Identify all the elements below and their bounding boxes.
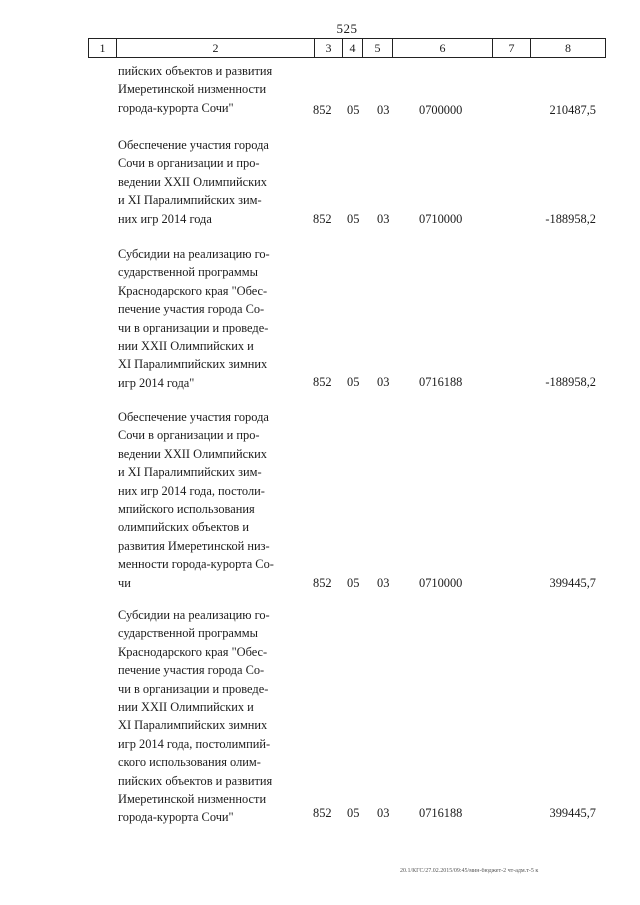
col8-value: -188958,2: [545, 212, 596, 226]
col4-value: 05: [347, 806, 360, 820]
desc-line: пийских объектов и развития: [118, 773, 273, 788]
col4-value: 05: [347, 212, 360, 226]
desc-line: Краснодарского края "Обес-: [118, 644, 268, 659]
desc-line: и XI Паралимпийских зим-: [118, 465, 262, 480]
header-col-8: 8: [565, 41, 571, 55]
desc-line: ведении XXII Олимпийских: [118, 174, 267, 189]
col4-value: 05: [347, 103, 360, 117]
row-description: [118, 408, 306, 592]
col5-value: 03: [377, 103, 390, 117]
col3-value: 852: [313, 576, 332, 590]
desc-line: Субсидии на реализацию го-: [118, 247, 270, 261]
desc-line: чи: [118, 575, 131, 590]
col5-value: 03: [377, 806, 390, 820]
header-col-5: 5: [363, 39, 393, 57]
row-description: [118, 606, 306, 827]
header-col-2: 2: [117, 39, 315, 57]
col4-value: 05: [347, 576, 360, 590]
col6-value: 0710000: [419, 212, 463, 226]
col4-value: 05: [347, 375, 360, 389]
desc-line: игр 2014 года": [118, 375, 195, 390]
col8-value: 210487,5: [549, 103, 596, 117]
header-col-7: 7: [493, 39, 531, 57]
header-col-3: 3: [315, 39, 343, 57]
desc-line: Обеспечение участия города: [118, 138, 269, 152]
desc-line: XI Паралимпийских зимних: [118, 718, 268, 733]
row-description: [118, 136, 306, 228]
desc-line: Обеспечение участия города: [118, 410, 269, 424]
col3-value: 852: [313, 212, 332, 226]
table-header: [88, 38, 606, 58]
col6-value: 0710000: [419, 576, 463, 590]
col6-value: 0716188: [419, 375, 463, 389]
col6-value: 0716188: [419, 806, 463, 820]
desc-line: менности города-курорта Со-: [118, 557, 274, 572]
desc-line: Сочи в организации и про-: [118, 428, 260, 443]
header-col-1: 1: [89, 39, 117, 57]
desc-line: игр 2014 года, постолимпий-: [118, 736, 271, 751]
desc-line: чи в организации и проведе-: [118, 320, 269, 335]
row-description: [118, 62, 306, 117]
desc-line: Сочи в организации и про-: [118, 156, 260, 171]
header-col-4: 4: [343, 39, 363, 57]
desc-line: и XI Паралимпийских зим-: [118, 193, 262, 208]
desc-line: Имеретинской низменности: [118, 82, 267, 97]
desc-line: чи в организации и проведе-: [118, 681, 269, 696]
col6-value: 0700000: [419, 103, 463, 117]
desc-line: развития Имеретинской низ-: [118, 538, 270, 553]
desc-line: мпийского использования: [118, 502, 255, 517]
col8-value: 399445,7: [549, 576, 596, 590]
col3-value: 852: [313, 806, 332, 820]
col5-value: 03: [377, 212, 390, 226]
col5-value: 03: [377, 576, 390, 590]
col3-value: 852: [313, 375, 332, 389]
desc-line: них игр 2014 года, постоли-: [118, 483, 265, 498]
desc-line: ведении XXII Олимпийских: [118, 446, 267, 461]
desc-line: города-курорта Сочи": [118, 100, 234, 115]
desc-line: печение участия города Со-: [118, 302, 265, 317]
footer-stamp: 20.1/КГС/27.02.2015/09:45/мин-бюджет-2 чт-адм.т-5 к: [400, 868, 539, 874]
header-col-6: 6: [393, 39, 493, 57]
desc-line: печение участия города Со-: [118, 663, 265, 678]
col5-value: 03: [377, 375, 390, 389]
desc-line: сударственной программы: [118, 626, 258, 641]
row-description: [118, 245, 306, 392]
desc-line: олимпийских объектов и: [118, 520, 250, 535]
desc-line: города-курорта Сочи": [118, 810, 234, 825]
desc-line: ского использования олим-: [118, 755, 261, 770]
page-number: 525: [336, 21, 358, 36]
desc-line: сударственной программы: [118, 265, 258, 280]
col8-value: 399445,7: [549, 806, 596, 820]
desc-line: Краснодарского края "Обес-: [118, 283, 268, 298]
col3-value: 852: [313, 103, 332, 117]
col8-value: -188958,2: [545, 375, 596, 389]
desc-line: них игр 2014 года: [118, 211, 212, 226]
desc-line: нии XXII Олимпийских и: [118, 700, 254, 715]
desc-line: XI Паралимпийских зимних: [118, 357, 268, 372]
desc-line: нии XXII Олимпийских и: [118, 339, 254, 354]
desc-line: пийских объектов и развития: [118, 64, 273, 78]
desc-line: Имеретинской низменности: [118, 792, 267, 807]
desc-line: Субсидии на реализацию го-: [118, 608, 270, 622]
